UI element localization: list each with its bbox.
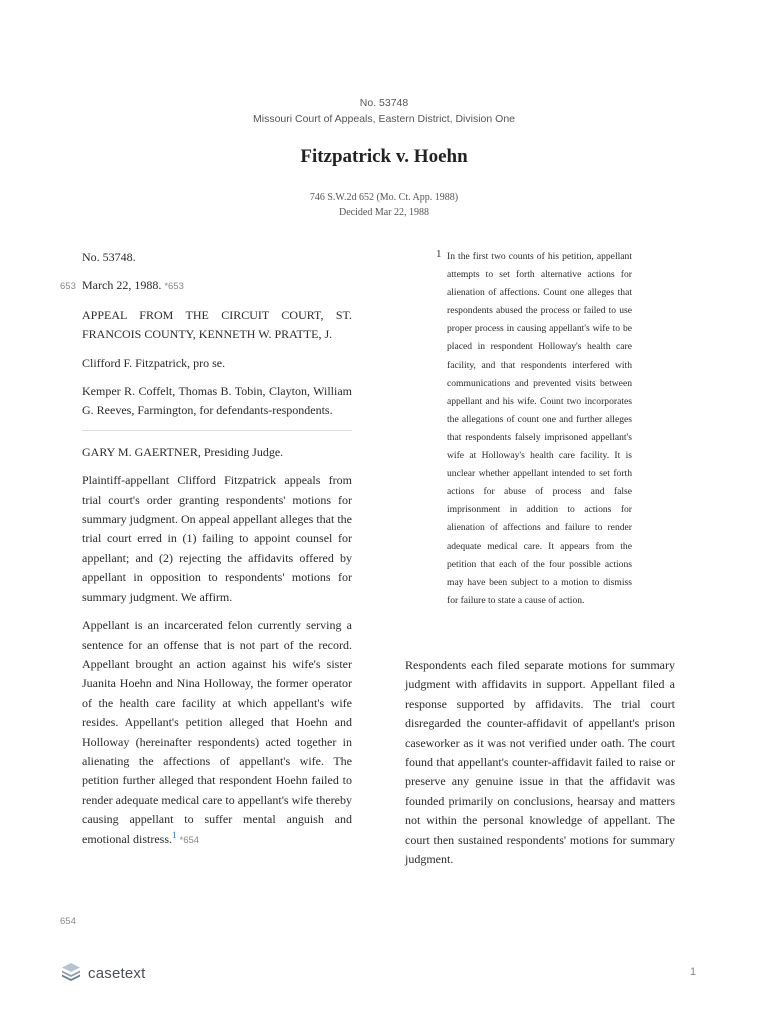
opinion-paragraph-2-text: Appellant is an incarcerated felon currently serving a sentence for an offense that is not part of the record. Appellant brought an action against his wife's sister Juanita Hoehn and Nina Holloway, the former operator of the health care facility at which appellant's wife resides. Appellant's petition alleged that Hoehn and Holloway (hereinafter respondents) acted together in alienating the affections of appellant's wife. The petition further alleged that respondent Hoehn failed to render adequate medical care to appellant's wife thereby causing appellant to suffer mental anguish and emotional distress. bbox=[82, 618, 352, 846]
page-number: 1 bbox=[690, 966, 697, 978]
counsel-line: Kemper R. Coffelt, Thomas B. Tobin, Clayton, William G. Reeves, Farmington, for defendants-respondents. bbox=[82, 384, 352, 418]
casetext-wordmark: casetext bbox=[88, 964, 146, 982]
docket-number: No. 53748 bbox=[359, 97, 409, 109]
star-page-654: *654 bbox=[179, 834, 200, 846]
citation: 746 S.W.2d 652 (Mo. Ct. App. 1988) bbox=[309, 192, 459, 203]
date-line bbox=[82, 276, 352, 296]
page-marker-653: 653 bbox=[60, 281, 76, 292]
casetext-logo bbox=[60, 962, 145, 984]
opinion-paragraph-3: Respondents each filed separate motions for summary judgment with affidavits in support. Appellant filed a response supported by affidavits. The trial court disregarded the counter-affidavit of appellant's prison caseworker as it was not verified under oath. The court found that appellant's counter-affidavit failed to raise or preserve any genuine issue in that the affidavit was founded primarily on conclusions, hearsay and matters not within the personal knowledge of appellant. The court then sustained respondents' motions for summary judgment. bbox=[405, 658, 675, 867]
date-text: March 22, 1988. bbox=[82, 278, 162, 293]
appeal-line: APPEAL FROM THE CIRCUIT COURT, ST. FRANCOIS COUNTY, KENNETH W. PRATTE, J. bbox=[82, 307, 352, 342]
footnote-text: In the first two counts of his petition, appellant attempts to set forth alternative actions for alienation of affections. Count one alleges that respondents abused the process or failed to use proper process in causing appellant's wife to be placed in respondent Holloway's health care facility, and that respondents interfered with communications and prevented visits between appellant and his wife. Count two incorporates the allegations of count one and further alleges that respondents falsely imprisoned appellant's wife at Holloway's health care facility. It is unclear whether appellant intended to set forth actions for abuse of process and false imprisonment in addition to actions for alienation of affections and failure to render adequate medical care. It appears from the petition that each of the four possible actions may have been subject to a motion to dismiss for failure to state a cause of action. bbox=[447, 251, 632, 606]
decided-date: Decided Mar 22, 1988 bbox=[339, 207, 429, 218]
divider bbox=[82, 430, 352, 431]
footnote-number: 1 bbox=[436, 248, 442, 260]
docket-line: No. 53748. bbox=[82, 250, 136, 264]
judge-line: GARY M. GAERTNER, Presiding Judge. bbox=[82, 444, 284, 459]
casetext-logo-icon bbox=[60, 961, 82, 986]
page-marker-654: 654 bbox=[60, 916, 76, 927]
case-title: Fitzpatrick v. Hoehn bbox=[300, 146, 468, 167]
footnote-ref-1[interactable]: 1 bbox=[172, 829, 177, 840]
court-name: Missouri Court of Appeals, Eastern District, Division One bbox=[252, 113, 515, 125]
opinion-paragraph-1: Plaintiff-appellant Clifford Fitzpatrick appeals from trial court's order granting respondents' motions for summary judgment. On appeal appellant alleges that the trial court erred in (1) failing to appoint counsel for appellant; and (2) rejecting the affidavits offered by appellant in opposition to respondents' motions for summary judgment. We affirm. bbox=[82, 473, 352, 604]
star-page-653: *653 bbox=[164, 281, 184, 293]
opinion-paragraph-2 bbox=[82, 616, 352, 850]
left-column bbox=[82, 248, 352, 850]
pro-se-line: Clifford F. Fitzpatrick, pro se. bbox=[82, 355, 226, 370]
